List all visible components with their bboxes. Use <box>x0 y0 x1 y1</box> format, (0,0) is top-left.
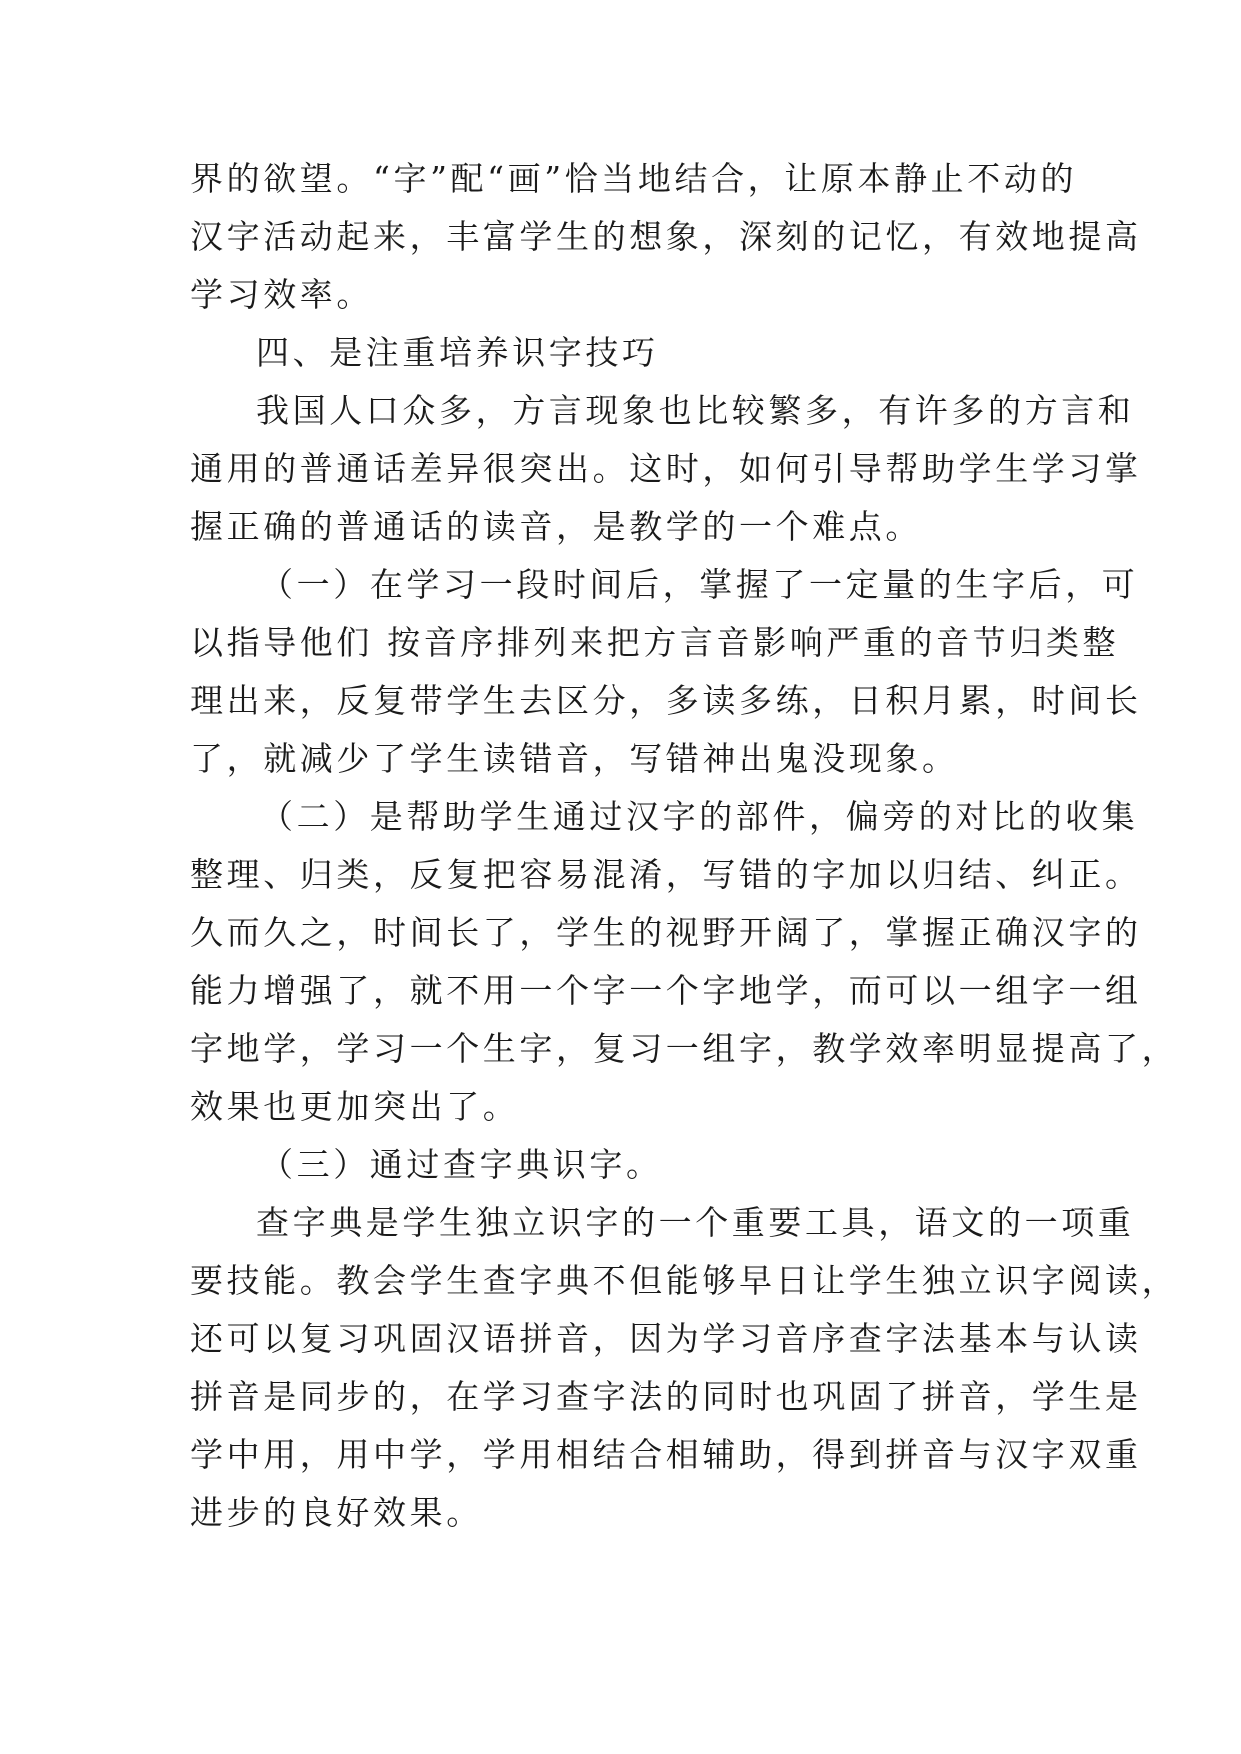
text-line: 握正确的普通话的读音，是教学的一个难点。 <box>190 507 922 546</box>
subsection-line: （二）是帮助学生通过汉字的部件，偏旁的对比的收集 <box>260 797 1139 836</box>
text-line: 还可以复习巩固汉语拼音，因为学习音序查字法基本与认读 <box>190 1319 1142 1358</box>
text-line: 汉字活动起来，丰富学生的想象，深刻的记忆，有效地提高 <box>190 217 1142 256</box>
text-line: 我国人口众多，方言现象也比较繁多，有许多的方言和 <box>256 391 1135 430</box>
text-line: 能力增强了，就不用一个字一个字地学，而可以一组字一组 <box>190 971 1142 1010</box>
text-line: 界的欲望。“字”配“画”恰当地结合，让原本静止不动的 <box>190 159 1078 198</box>
text-line: 整理、归类，反复把容易混淆，写错的字加以归结、纠正。 <box>190 855 1142 894</box>
text-line: 学中用，用中学，学用相结合相辅助，得到拼音与汉字双重 <box>190 1435 1142 1474</box>
document-body <box>190 150 1179 1542</box>
text-line: 进步的良好效果。 <box>190 1493 483 1532</box>
text-line: 了，就减少了学生读错音，写错神出鬼没现象。 <box>190 739 959 778</box>
text-line: 拼音是同步的，在学习查字法的同时也巩固了拼音，学生是 <box>190 1377 1142 1416</box>
subsection-line: （一）在学习一段时间后，掌握了一定量的生字后，可 <box>260 565 1139 604</box>
subsection-heading: （三）通过查字典识字。 <box>260 1145 663 1184</box>
text-line: 理出来，反复带学生去区分，多读多练，日积月累，时间长 <box>190 681 1142 720</box>
text-line: 查字典是学生独立识字的一个重要工具，语文的一项重 <box>256 1203 1135 1242</box>
text-line: 学习效率。 <box>190 275 373 314</box>
text-line: 效果也更加突出了。 <box>190 1087 520 1126</box>
section-heading: 四、是注重培养识字技巧 <box>256 333 659 372</box>
text-line: 字地学，学习一个生字，复习一组字，教学效率明显提高了， <box>190 1029 1179 1068</box>
text-line: 久而久之，时间长了，学生的视野开阔了，掌握正确汉字的 <box>190 913 1142 952</box>
text-line: 通用的普通话差异很突出。这时，如何引导帮助学生学习掌 <box>190 449 1142 488</box>
text-line: 以指导他们 按音序排列来把方言音影响严重的音节归类整 <box>190 623 1120 662</box>
text-line: 要技能。教会学生查字典不但能够早日让学生独立识字阅读， <box>190 1261 1179 1300</box>
